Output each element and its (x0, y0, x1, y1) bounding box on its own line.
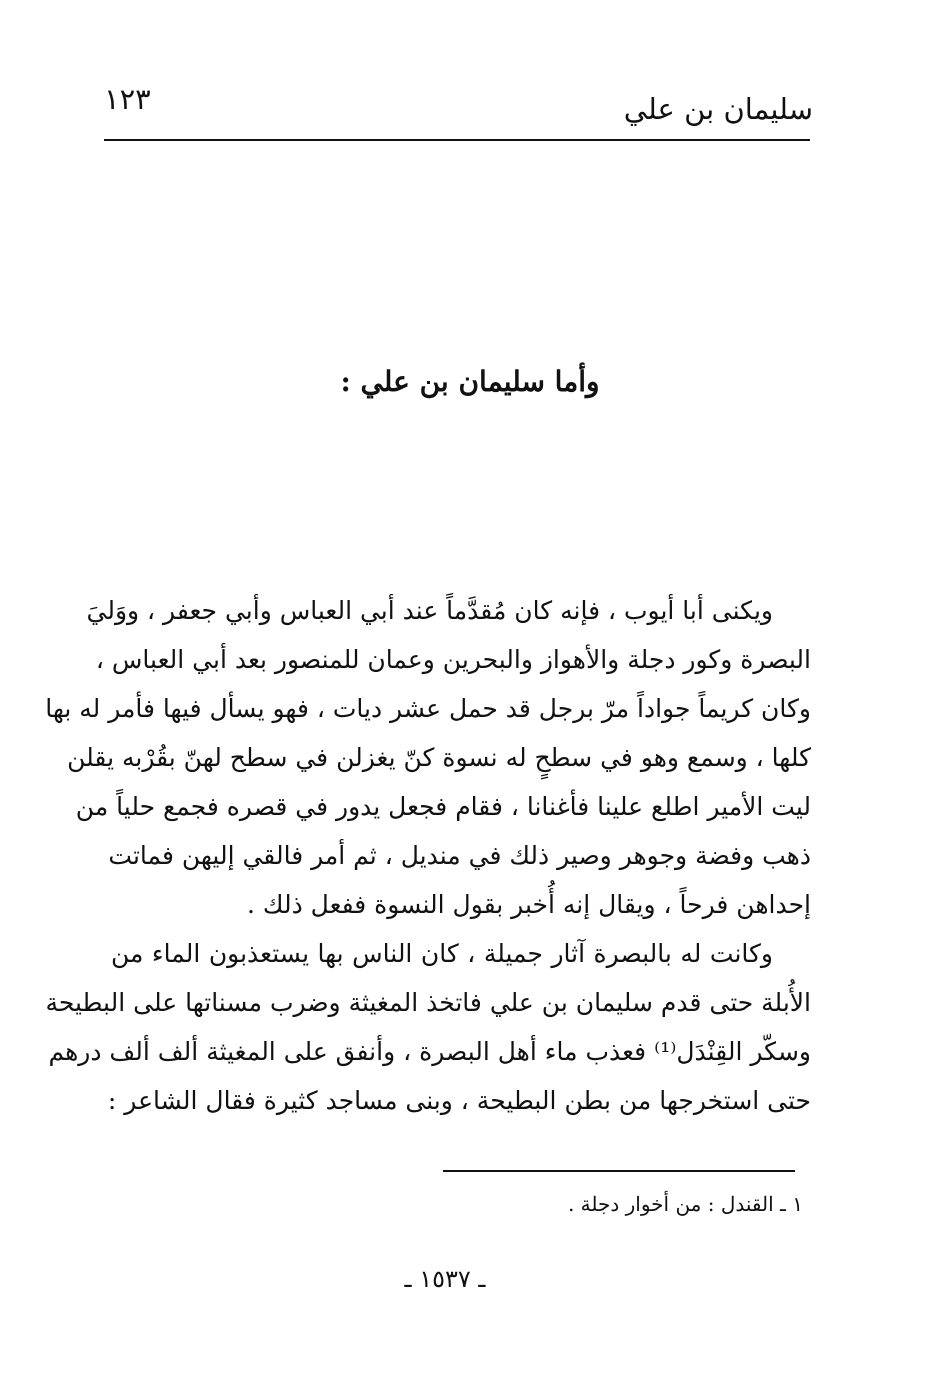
body-line: ليت الأمير اطلع علينا فأغنانا ، فقام فجعل يدور في قصره فجمع حلياً من (75, 792, 811, 821)
footnote-rule (443, 1170, 795, 1172)
body-text (45, 586, 811, 1125)
running-header-page-number: ١٢٣ (104, 82, 151, 116)
body-line: كلها ، وسمع وهو في سطحٍ له نسوة كنّ يغزلن في سطح لهنّ بقُرْبه يقلن (67, 743, 811, 772)
footnote: ١ ـ القندل : من أخوار دجلة . (567, 1192, 803, 1216)
page-folio: ـ ١٥٣٧ ـ (404, 1265, 486, 1293)
header-rule (104, 139, 810, 141)
body-line: وكان كريماً جواداً مرّ برجل قد حمل عشر ديات ، فهو يسأل فيها فأمر له بها (45, 694, 811, 723)
body-line: ويكنى أبا أيوب ، فإنه كان مُقدَّماً عند أبي العباس وأبي جعفر ، ووَليَ (86, 596, 773, 625)
body-line: وكانت له بالبصرة آثار جميلة ، كان الناس بها يستعذبون الماء من (111, 939, 773, 968)
section-heading: وأما سليمان بن علي : (340, 365, 600, 398)
body-line: حتى استخرجها من بطن البطيحة ، وبنى مساجد كثيرة فقال الشاعر : (107, 1086, 811, 1115)
body-line: وسكّر القِنْدَل⁽¹⁾ فعذب ماء أهل البصرة ، وأنفق على المغيثة ألف ألف درهم (48, 1037, 811, 1066)
body-line: البصرة وكور دجلة والأهواز والبحرين وعمان للمنصور بعد أبي العباس ، (95, 645, 811, 674)
body-line: الأُبلة حتى قدم سليمان بن علي فاتخذ المغيثة وضرب مسناتها على البطيحة (45, 988, 811, 1017)
body-line: ذهب وفضة وجوهر وصير ذلك في منديل ، ثم أمر فالقي إليهن فماتت (108, 841, 811, 870)
body-line: إحداهن فرحاً ، ويقال إنه أُخبر بقول النسوة ففعل ذلك . (246, 890, 811, 919)
running-header-title: سليمان بن علي (623, 92, 813, 126)
